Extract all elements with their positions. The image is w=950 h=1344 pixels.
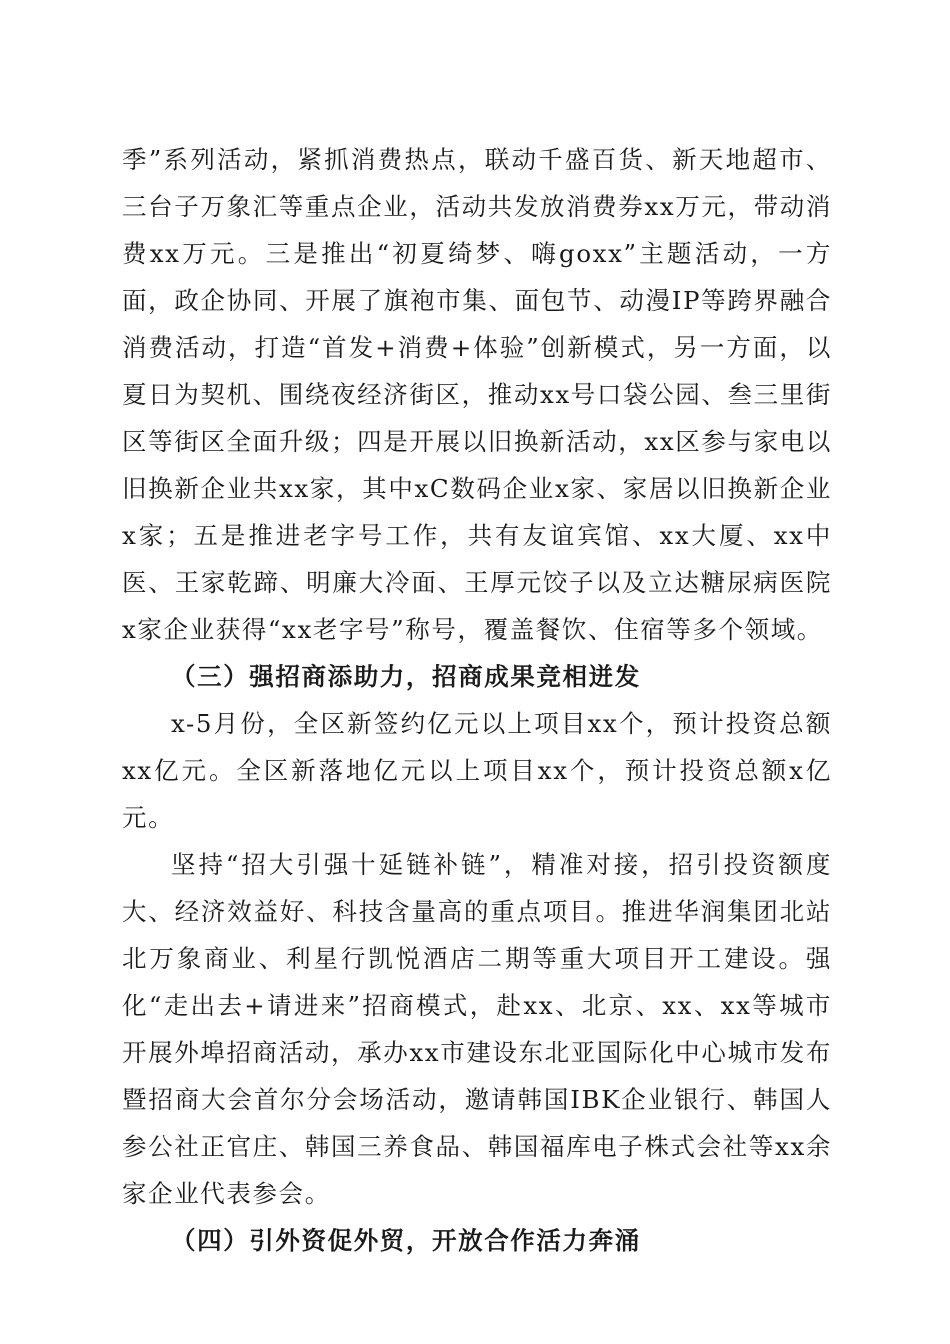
section-heading-investment: （三）强招商添助力，招商成果竞相迸发 [171, 662, 641, 691]
body-paragraph-project-stats: x-5月份，全区新签约亿元以上项目xx个，预计投资总额xx亿元。全区新落地亿元以上项目xx个，预计投资总额x亿元。 [122, 709, 832, 832]
section-heading-foreign-trade: （四）引外资促外贸，开放合作活力奔涌 [171, 1226, 641, 1255]
body-paragraph-investment-strategy: 坚持“招大引强十延链补链”，精准对接，招引投资额度大、经济效益好、科技含量高的重点项目。推进华润集团北站北万象商业、利星行凯悦酒店二期等重大项目开工建设。强化“走出去+请进来”招商模式，赴xx、北京、xx、xx等城市开展外埠招商活动，承办xx市建设东北亚国际化中心城市发布暨招商大会首尔分会场活动，邀请韩国IBK企业银行、韩国人参公社正官庄、韩国三养食品、韩国福库电子株式会社等xx余家企业代表参会。 [122, 850, 832, 1208]
document-body [122, 136, 832, 1264]
body-paragraph-consumption: 季”系列活动，紧抓消费热点，联动千盛百货、新天地超市、三台子万象汇等重点企业，活动共发放消费券xx万元，带动消费xx万元。三是推出“初夏绮梦、嗨goxx”主题活动，一方面，政企协同、开展了旗袍市集、面包节、动漫IP等跨界融合消费活动，打造“首发+消费+体验”创新模式，另一方面，以夏日为契机、围绕夜经济街区，推动xx号口袋公园、叁三里街区等街区全面升级；四是开展以旧换新活动，xx区参与家电以旧换新企业共xx家，其中xC数码企业x家、家居以旧换新企业x家；五是推进老字号工作，共有友谊宾馆、xx大厦、xx中医、王家乾蹄、明廉大冷面、王厚元饺子以及立达糖尿病医院x家企业获得“xx老字号”称号，覆盖餐饮、住宿等多个领域。 [122, 145, 832, 644]
